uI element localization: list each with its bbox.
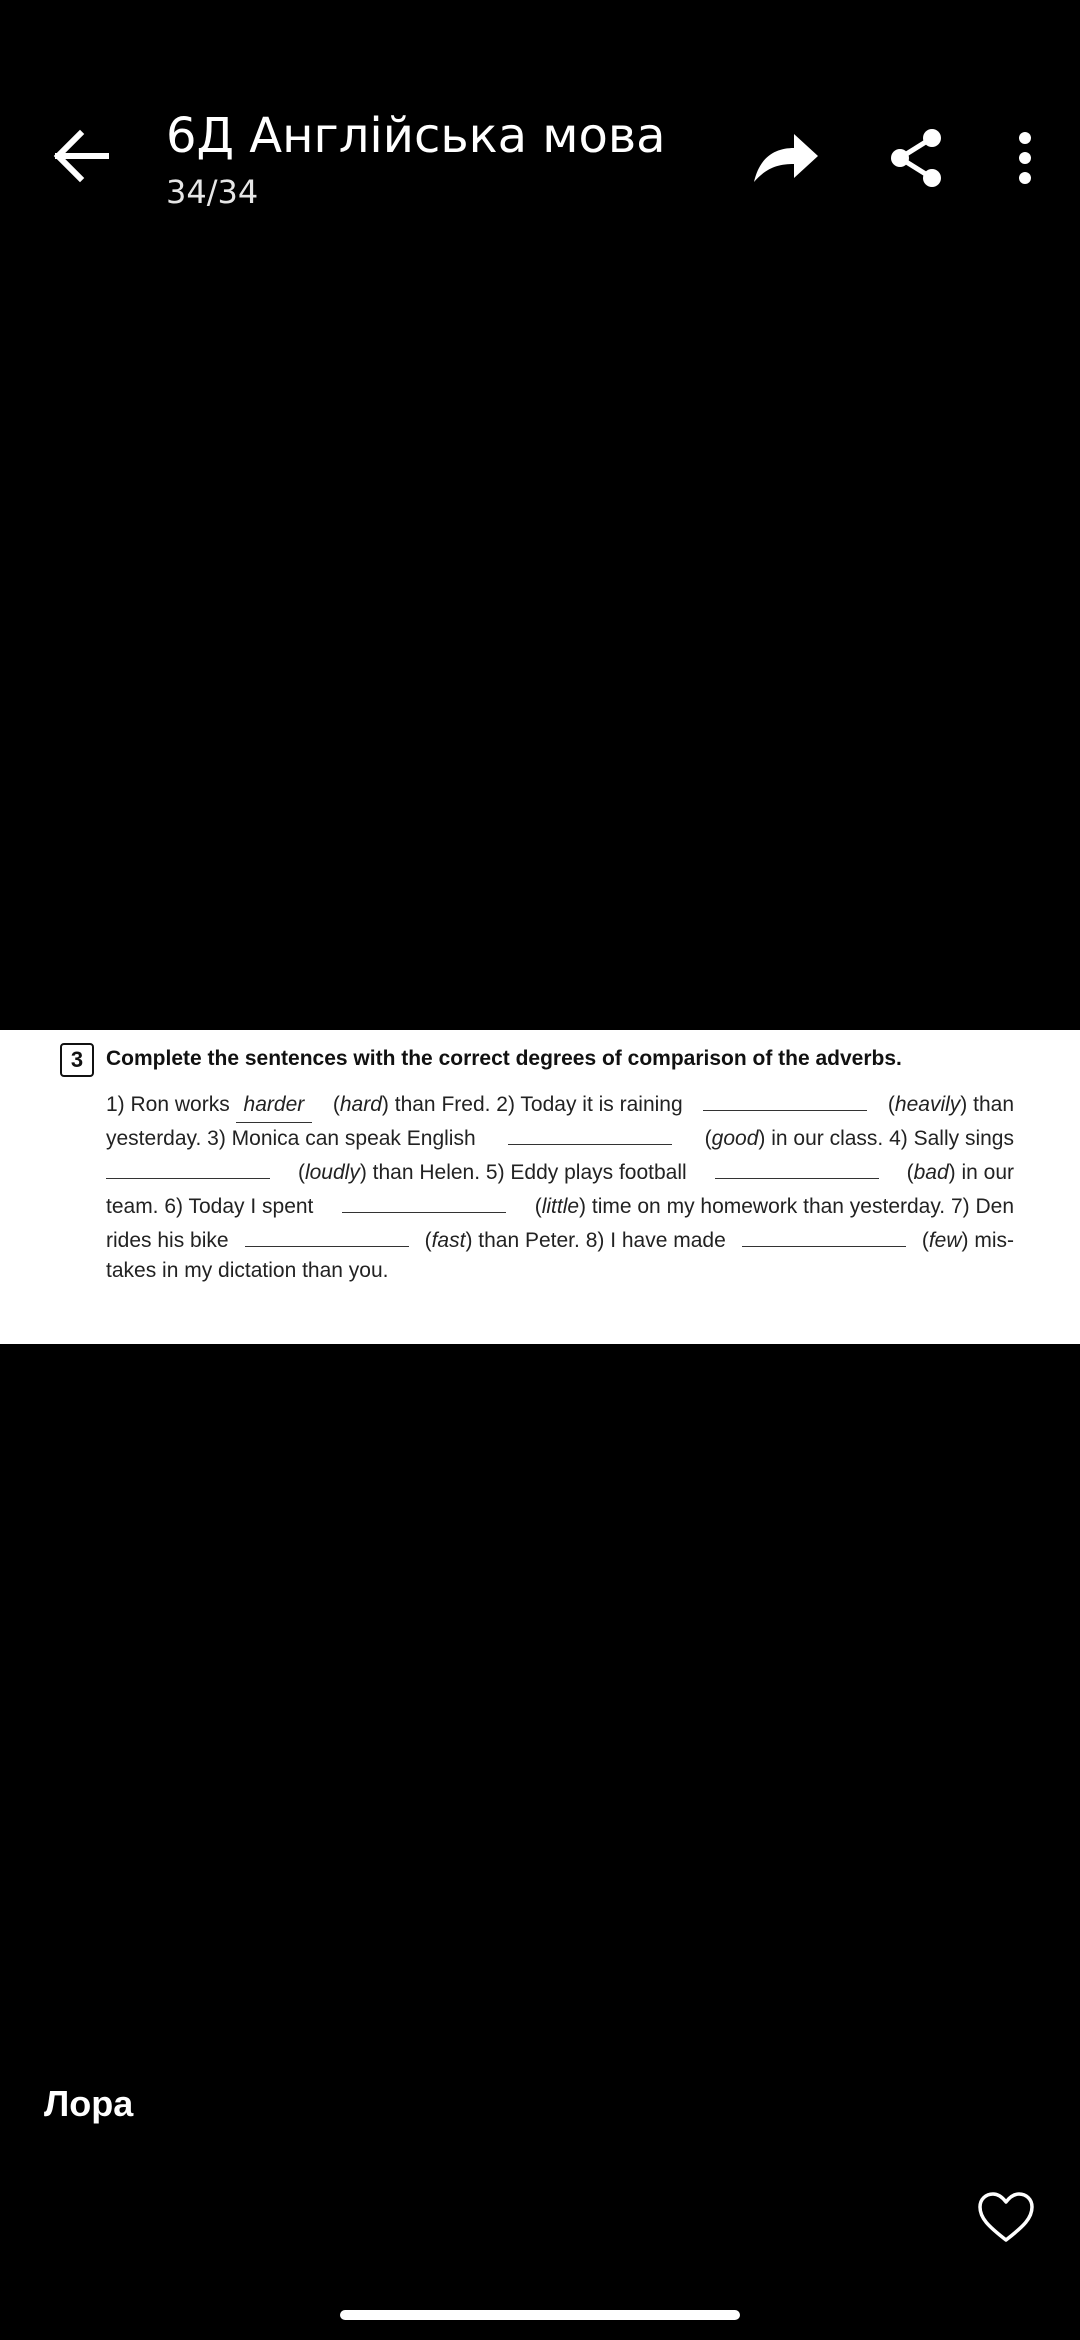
forward-arrow-icon[interactable]	[746, 126, 822, 188]
photo-document[interactable]	[0, 1030, 1080, 1344]
text-segment: takes in my dictation than you.	[106, 1259, 389, 1282]
share-icon[interactable]	[884, 126, 948, 190]
top-app-bar	[0, 0, 1080, 220]
text-line	[106, 1122, 1014, 1156]
text-segment: (few) mis-	[921, 1229, 1014, 1252]
album-title: 6Д Англійська мова	[166, 108, 666, 164]
image-counter: 34/34	[166, 173, 259, 211]
answer-blank	[742, 1224, 906, 1247]
answer-blank	[342, 1190, 506, 1213]
task-instruction: Complete the sentences with the correct degrees of comparison of the adverbs.	[106, 1047, 902, 1070]
text-line	[106, 1224, 1014, 1258]
text-segment: (fast) than Peter. 8) I have made	[424, 1229, 726, 1252]
text-segment: yesterday. 3) Monica can speak English	[106, 1127, 476, 1150]
text-segment: team. 6) Today I spent	[106, 1195, 314, 1218]
more-vertical-icon[interactable]	[1005, 126, 1045, 190]
heart-icon[interactable]	[976, 2190, 1036, 2244]
author-name: Лора	[44, 2083, 134, 2124]
home-indicator[interactable]	[340, 2310, 740, 2320]
text-line	[106, 1156, 1014, 1190]
text-segment: rides his bike	[106, 1229, 229, 1252]
back-arrow-icon[interactable]	[44, 124, 116, 188]
answer-blank	[508, 1122, 672, 1145]
answer-blank	[715, 1156, 879, 1179]
answer-blank	[245, 1224, 409, 1247]
text-segment: (little) time on my homework than yesterday. 7) Den	[534, 1195, 1014, 1218]
text-segment: (heavily) than	[887, 1093, 1014, 1116]
text-segment: (hard) than Fred. 2) Today it is raining	[332, 1093, 683, 1116]
text-segment: (good) in our class. 4) Sally sings	[704, 1127, 1014, 1150]
task-number: 3	[60, 1043, 94, 1077]
answer-blank	[703, 1088, 867, 1111]
text-line	[106, 1258, 1014, 1284]
text-line	[106, 1088, 1014, 1122]
text-line	[106, 1190, 1014, 1224]
text-segment: 1) Ron works harder	[106, 1088, 312, 1122]
answer-blank: harder	[236, 1088, 313, 1123]
text-segment: (bad) in our	[906, 1161, 1014, 1184]
answer-blank	[106, 1156, 270, 1179]
text-segment: (loudly) than Helen. 5) Eddy plays football	[297, 1161, 687, 1184]
exercise-text	[106, 1088, 1014, 1284]
